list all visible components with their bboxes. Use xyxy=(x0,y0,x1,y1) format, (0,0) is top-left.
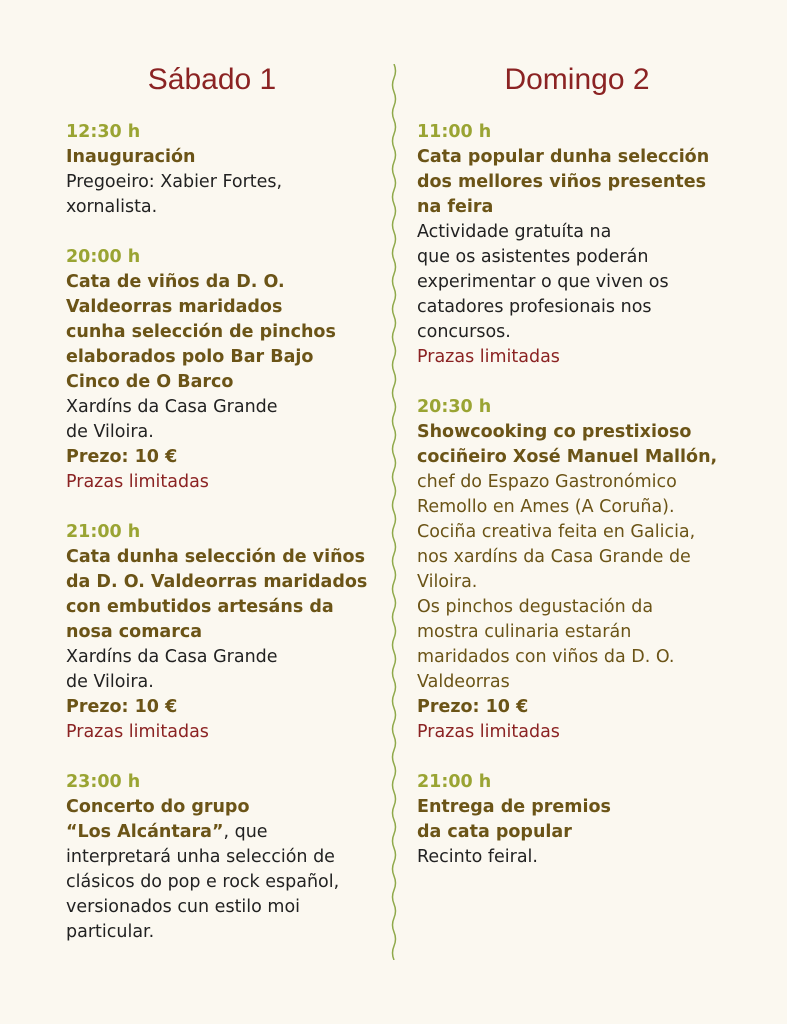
event-detail: , que xyxy=(223,822,268,842)
event-detail: chef do Espazo Gastronómico xyxy=(417,472,677,492)
saturday-heading: Sábado 1 xyxy=(147,63,277,96)
event-time: 20:30 h xyxy=(417,397,492,417)
event-note: Prazas limitadas xyxy=(66,722,209,742)
event-detail: experimentar o que viven os xyxy=(417,272,669,292)
event-2100 xyxy=(66,520,378,745)
event-detail: de Viloira. xyxy=(66,672,154,692)
event-time: 21:00 h xyxy=(66,522,141,542)
sunday-column xyxy=(417,58,747,895)
event-price: Prezo: 10 € xyxy=(417,697,529,717)
event-detail: particular. xyxy=(66,922,155,942)
event-title: con embutidos artesáns da xyxy=(66,597,334,617)
wavy-divider xyxy=(386,64,402,960)
event-title: Cinco de O Barco xyxy=(66,372,234,392)
sunday-heading: Domingo 2 xyxy=(504,63,650,96)
event-2300 xyxy=(66,770,378,945)
event-detail: Recinto feiral. xyxy=(417,847,538,867)
event-time: 23:00 h xyxy=(66,772,141,792)
event-detail: Viloira. xyxy=(417,572,478,592)
event-1100 xyxy=(417,120,747,370)
event-detail: concursos. xyxy=(417,322,511,342)
event-title: Cata popular dunha selección xyxy=(417,147,710,167)
event-detail: Os pinchos degustación da xyxy=(417,597,654,617)
event-title: nosa comarca xyxy=(66,622,203,642)
band-name: “Los Alcántara” xyxy=(66,822,224,842)
event-title: Entrega de premios xyxy=(417,797,611,817)
saturday-column xyxy=(66,58,378,970)
event-note: Prazas limitadas xyxy=(417,722,560,742)
event-price: Prezo: 10 € xyxy=(66,697,178,717)
event-title: dos mellores viños presentes xyxy=(417,172,707,192)
event-detail: clásicos do pop e rock español, xyxy=(66,872,340,892)
event-2100-sunday xyxy=(417,770,747,870)
event-title: Cata dunha selección de viños xyxy=(66,547,365,567)
event-detail: de Viloira. xyxy=(66,422,154,442)
event-detail: Pregoeiro: Xabier Fortes, xyxy=(66,172,283,192)
event-title: Concerto do grupo xyxy=(66,797,250,817)
event-1230 xyxy=(66,120,378,220)
event-title: cunha selección de pinchos xyxy=(66,322,336,342)
event-title-line xyxy=(66,820,378,845)
event-title: Inauguración xyxy=(66,147,196,167)
event-detail: Xardíns da Casa Grande xyxy=(66,647,278,667)
event-detail: Cociña creativa feita en Galicia, xyxy=(417,522,696,542)
chef-name: cociñeiro Xosé Manuel Mallón, xyxy=(417,447,718,467)
event-detail: que os asistentes poderán xyxy=(417,247,649,267)
event-detail: nos xardíns da Casa Grande de xyxy=(417,547,691,567)
event-detail: xornalista. xyxy=(66,197,158,217)
event-time: 11:00 h xyxy=(417,122,492,142)
event-detail: versionados cun estilo moi xyxy=(66,897,301,917)
event-detail: Remollo en Ames (A Coruña). xyxy=(417,497,675,517)
event-2000 xyxy=(66,245,378,495)
event-title: Valdeorras maridados xyxy=(66,297,283,317)
event-note: Prazas limitadas xyxy=(417,347,560,367)
event-detail: Xardíns da Casa Grande xyxy=(66,397,278,417)
event-time: 12:30 h xyxy=(66,122,141,142)
event-price: Prezo: 10 € xyxy=(66,447,178,467)
event-time: 21:00 h xyxy=(417,772,492,792)
event-detail: catadores profesionais nos xyxy=(417,297,652,317)
event-note: Prazas limitadas xyxy=(66,472,209,492)
event-time: 20:00 h xyxy=(66,247,141,267)
event-detail: mostra culinaria estarán xyxy=(417,622,632,642)
event-2030 xyxy=(417,395,747,745)
event-title: na feira xyxy=(417,197,494,217)
event-detail: interpretará unha selección de xyxy=(66,847,335,867)
event-title: Cata de viños da D. O. xyxy=(66,272,285,292)
event-title: Showcooking co prestixioso xyxy=(417,422,692,442)
event-title: da cata popular xyxy=(417,822,572,842)
event-title: da D. O. Valdeorras maridados xyxy=(66,572,368,592)
event-detail: Actividade gratuíta na xyxy=(417,222,612,242)
event-detail: maridados con viños da D. O. xyxy=(417,647,675,667)
event-detail: Valdeorras xyxy=(417,672,510,692)
event-title: elaborados polo Bar Bajo xyxy=(66,347,314,367)
